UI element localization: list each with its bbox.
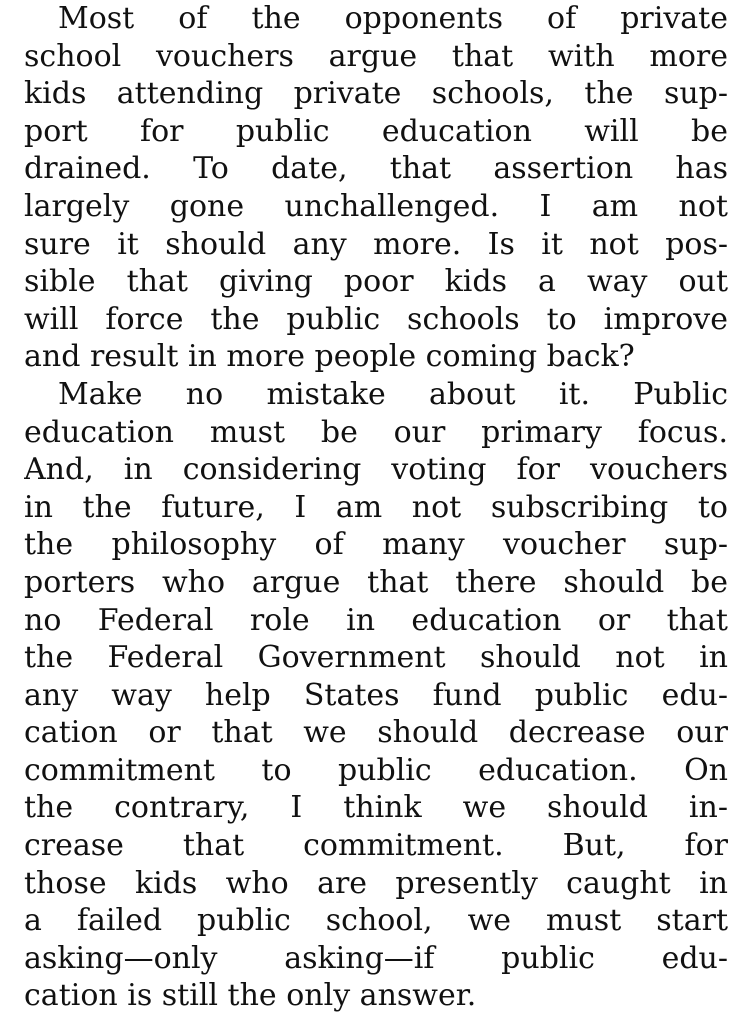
text-line: the philosophy of many voucher sup- (24, 527, 728, 563)
text-line: sure it should any more. Is it not pos- (24, 226, 728, 262)
text-line: in the future, I am not subscribing to (24, 489, 728, 525)
text-line: kids attending private schools, the sup- (24, 76, 728, 112)
text-line: and result in more people coming back? (24, 339, 635, 375)
paragraph-1 (24, 0, 728, 376)
text-line: drained. To date, that assertion has (24, 151, 728, 187)
text-line: those kids who are presently caught in (24, 865, 728, 901)
text-line: porters who argue that there should be (24, 564, 728, 600)
text-line: cation is still the only answer. (24, 978, 477, 1014)
text-line: largely gone unchallenged. I am not (24, 188, 728, 224)
text-line: any way help States fund public edu- (24, 677, 728, 713)
text-line: Most of the opponents of private (58, 1, 728, 36)
paragraph-2 (24, 376, 728, 1015)
document-page (24, 0, 728, 1015)
text-line: will force the public schools to improve (24, 301, 728, 337)
text-line: school vouchers argue that with more (24, 38, 728, 74)
text-line: no Federal role in education or that (24, 602, 728, 638)
text-line: crease that commitment. But, for (24, 828, 728, 864)
text-line: a failed public school, we must start (24, 903, 728, 939)
text-line: the contrary, I think we should in- (24, 790, 728, 826)
text-line: asking—only asking—if public edu- (24, 940, 728, 976)
text-line: education must be our primary focus. (24, 414, 728, 450)
text-line: sible that giving poor kids a way out (24, 264, 728, 300)
text-line: cation or that we should decrease our (24, 715, 728, 751)
text-line: the Federal Government should not in (24, 640, 728, 676)
text-line: commitment to public education. On (24, 752, 728, 788)
text-line: Make no mistake about it. Public (58, 376, 728, 412)
text-line: And, in considering voting for vouchers (24, 452, 728, 488)
text-line: port for public education will be (24, 113, 728, 149)
